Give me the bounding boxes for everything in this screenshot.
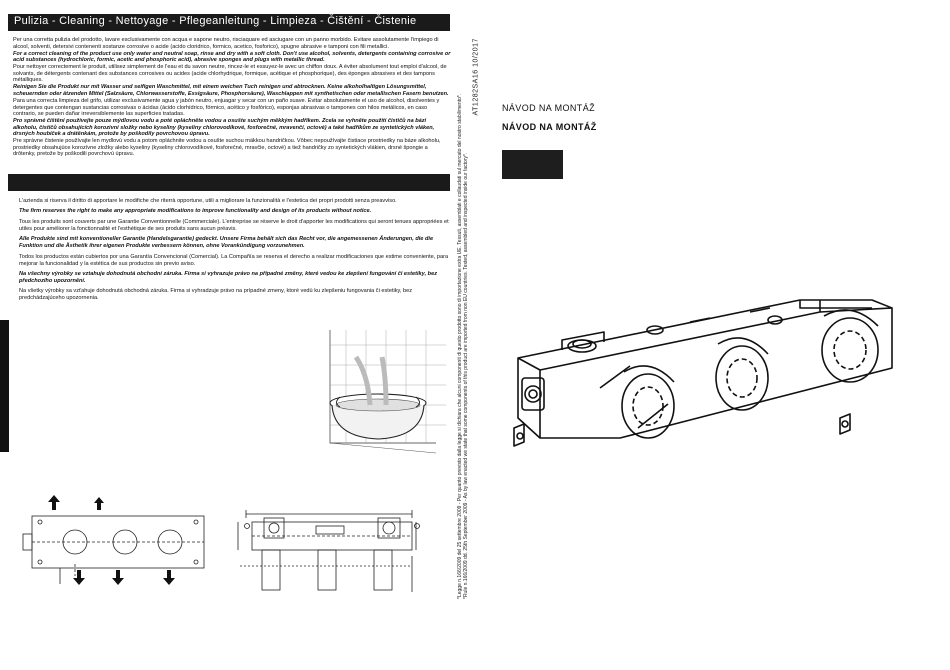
cleaning-instructions: [13, 37, 451, 158]
cleaning-text-it: Per una corretta pulizia del prodotto, lavare esclusivamente con acqua e sapone neutro, risciaquare ed asciugare con un panno morbido. Evitare assolutamente l'impiego di alcool, solventi, detersivi contenenti sostanze corrosive o acide (acido cloridrico, formico, acetico, fosforico), spugne abrasive e tamponi con fili metallici.: [13, 37, 439, 50]
warranty-text-en: The firm reserves the right to make any appropriate modifications to improve functionality and design of its products without notice.: [19, 208, 372, 215]
warranty-text-cz: Na všechny výrobky se vztahuje dohodnutá obchodní záruka. Firma si vyhrazuje právo na případné změny, které vedou ke zlepšení fungování či estetiky, bez předchozího upozornění.: [19, 270, 437, 284]
installation-title-regular: NÁVOD NA MONTÁŽ: [502, 103, 596, 113]
cleaning-header-bar: [8, 14, 450, 31]
cleaning-text-sk: Pre správne čistenie používajte len mydlovú vodu a potom opláchnite vodou a osušte suchou mäkkou handričkou. Vôbec nepoužívajte čistiace prostriedky na báze alkoholu, prostriedky obsahujúce korozívne zložky alebo kyseliny (kyseliny chlorovodíkové, fosforečné, mravčie, octové) a tiež handričky zo syntetických vlákien, drsné špongie a drôtenky, pretože by poškodili povrchovú úpravu.: [13, 138, 441, 158]
front-view-drawing: [20, 494, 210, 594]
cleaning-text-fr: Pour nettoyer correctement le produit, utilisez simplement de l'eau et du savon neutre, rincez-le et essuyez-le avec un chiffon doux. A éviter absolument tout emploi d'alcool, de solvants, de détergents contenant des substances corrosives ou acides (acide chlorhydrique, formique, acétique et phosphorique), des éponges abrasives et des tampons métalliques.: [13, 64, 447, 84]
cleaning-text-cz: Pro správné čištění používejte pouze mýdlovou vodu a poté opláchněte vodou a osušte suchým měkkým hadříkem. Zcela se vyhněte použití čističů na bázi alkoholu, čističů obsahujících korozivní složky nebo kyseliny (kyseliny chlorovodíkové, fosforečné, mravenčí, octové) a také hadříkům ze syntetických vláken, drsných houbiček a drátěnkám, protože by poškodily povrchovou úpravu.: [13, 118, 435, 138]
cleaning-header-title: Pulizia - Cleaning - Nettoyage - Pflegeanleitung - Limpieza - Čištění - Čistenie: [14, 15, 417, 27]
warranty-text-it: L'azienda si riserva il diritto di apportare le modifiche che riterrà opportune, utili a migliorare la funzionalità e l'estetica dei propri prodotti senza preavviso.: [19, 198, 397, 204]
legal-note-it: *Legge n.166/2009 del 25 settembre 2009 - Per quanto previsto dalla legge si dichiara che alcuni componenti di questo prodotto sono di importazione extra UE. Tessuti, assemblati e collaudati sul mercato del nostro stabilimento*.: [457, 93, 463, 599]
cleaning-text-en: For a correct cleaning of the product use only water and neutral soap, rinse and dry with a soft cloth. Don't use alcohol, solvents, detergents containing corrosive or acid substances (hydrochloric, formic, acetic and phosphoric acid), abrasive sponges and plugs with metallic thread.: [13, 50, 451, 64]
left-panel: [0, 0, 470, 670]
warranty-notes: [19, 198, 451, 306]
side-view-drawing: [232, 496, 422, 596]
installation-title-bold: NÁVOD NA MONTÁŽ: [502, 122, 597, 132]
document-number: AT1282SA16 10/2017: [472, 38, 480, 116]
bucket-illustration: [316, 325, 456, 455]
cleaning-text-de: Reinigen Sie die Produkt nur mit Wasser und seifigen Waschmittel, mit einem weichen Tuch reinigen und abtrocknen. Keine alkoholhaltigen Lösungsmittel, scheuernden oder ätzenden Mittel (Salzsäure, Chlorwasserstoffe, Essigsäure, Phosphorsäure), Waschlappen mit synthetischen oder metallischen Fasern benutzen.: [13, 84, 449, 97]
warranty-header-bar: [8, 174, 450, 191]
warranty-text-es: Todos los productos están cubiertos por una Garantía Convencional (Comercial). La Compañía se reserva el derecho a realizar modificaciones que estime conveniente, para mejorar la funcionalidad y la estética de sus productos sin previo aviso.: [19, 253, 449, 267]
legal-note-en: *Rule n.166/2009 dd. 25th September 2009 - As by law enacted we state that some components of this product are imported from non EU countries. Tested, assembled and inspected inside our factory*.: [463, 152, 469, 599]
legal-notes: [457, 93, 469, 599]
language-black-block: [502, 150, 563, 179]
cleaning-text-es: Para una correcta limpieza del grifo, utilizar exclusivamente agua y jabón neutro, enjuagar y secar con un paño suave. Evitar absolutamente el uso de alcohol, disolventes y detergentes que contengan sustancias corrosivas o ácidas (ácido clorhídrico, fórmico, acético y fosfórico), esponjas abrasivas o tampones con hilos metálicos, en caso contrario, se pueden dañar irreversiblemente las superficies tratadas.: [13, 97, 440, 118]
warranty-text-fr: Tous les produits sont couverts par une Garantie Conventionnelle (Commerciale). L'entreprise se réserve le droit d'apporter les modifications qui seront tenues appropriées et utiles pour améliorer la fonctionnalité et l'esthétique de ses produits sans aucun préavis.: [19, 218, 449, 232]
warranty-text-sk: Na všetky výrobky sa vzťahuje dohodnutá obchodná záruka. Firma si vyhradzuje právo na prípadné zmeny, ktoré vedú ku zlepšeniu fungovania či estetiky, bez predchádzajúceho upozornenia.: [19, 288, 413, 302]
side-black-tab: [0, 320, 9, 452]
product-illustration: [500, 278, 920, 468]
warranty-text-de: Alle Produkte sind mit konventioneller Garantie (Handelsgarantie) gedeckt. Unsere Firma behält sich das Recht vor, die angemessenen Änderungen, die die Funktion und die Ästhetik ihrer eigenen Produkte verbessern können, ohne Vorankündigung vorzunehmen.: [19, 236, 434, 250]
